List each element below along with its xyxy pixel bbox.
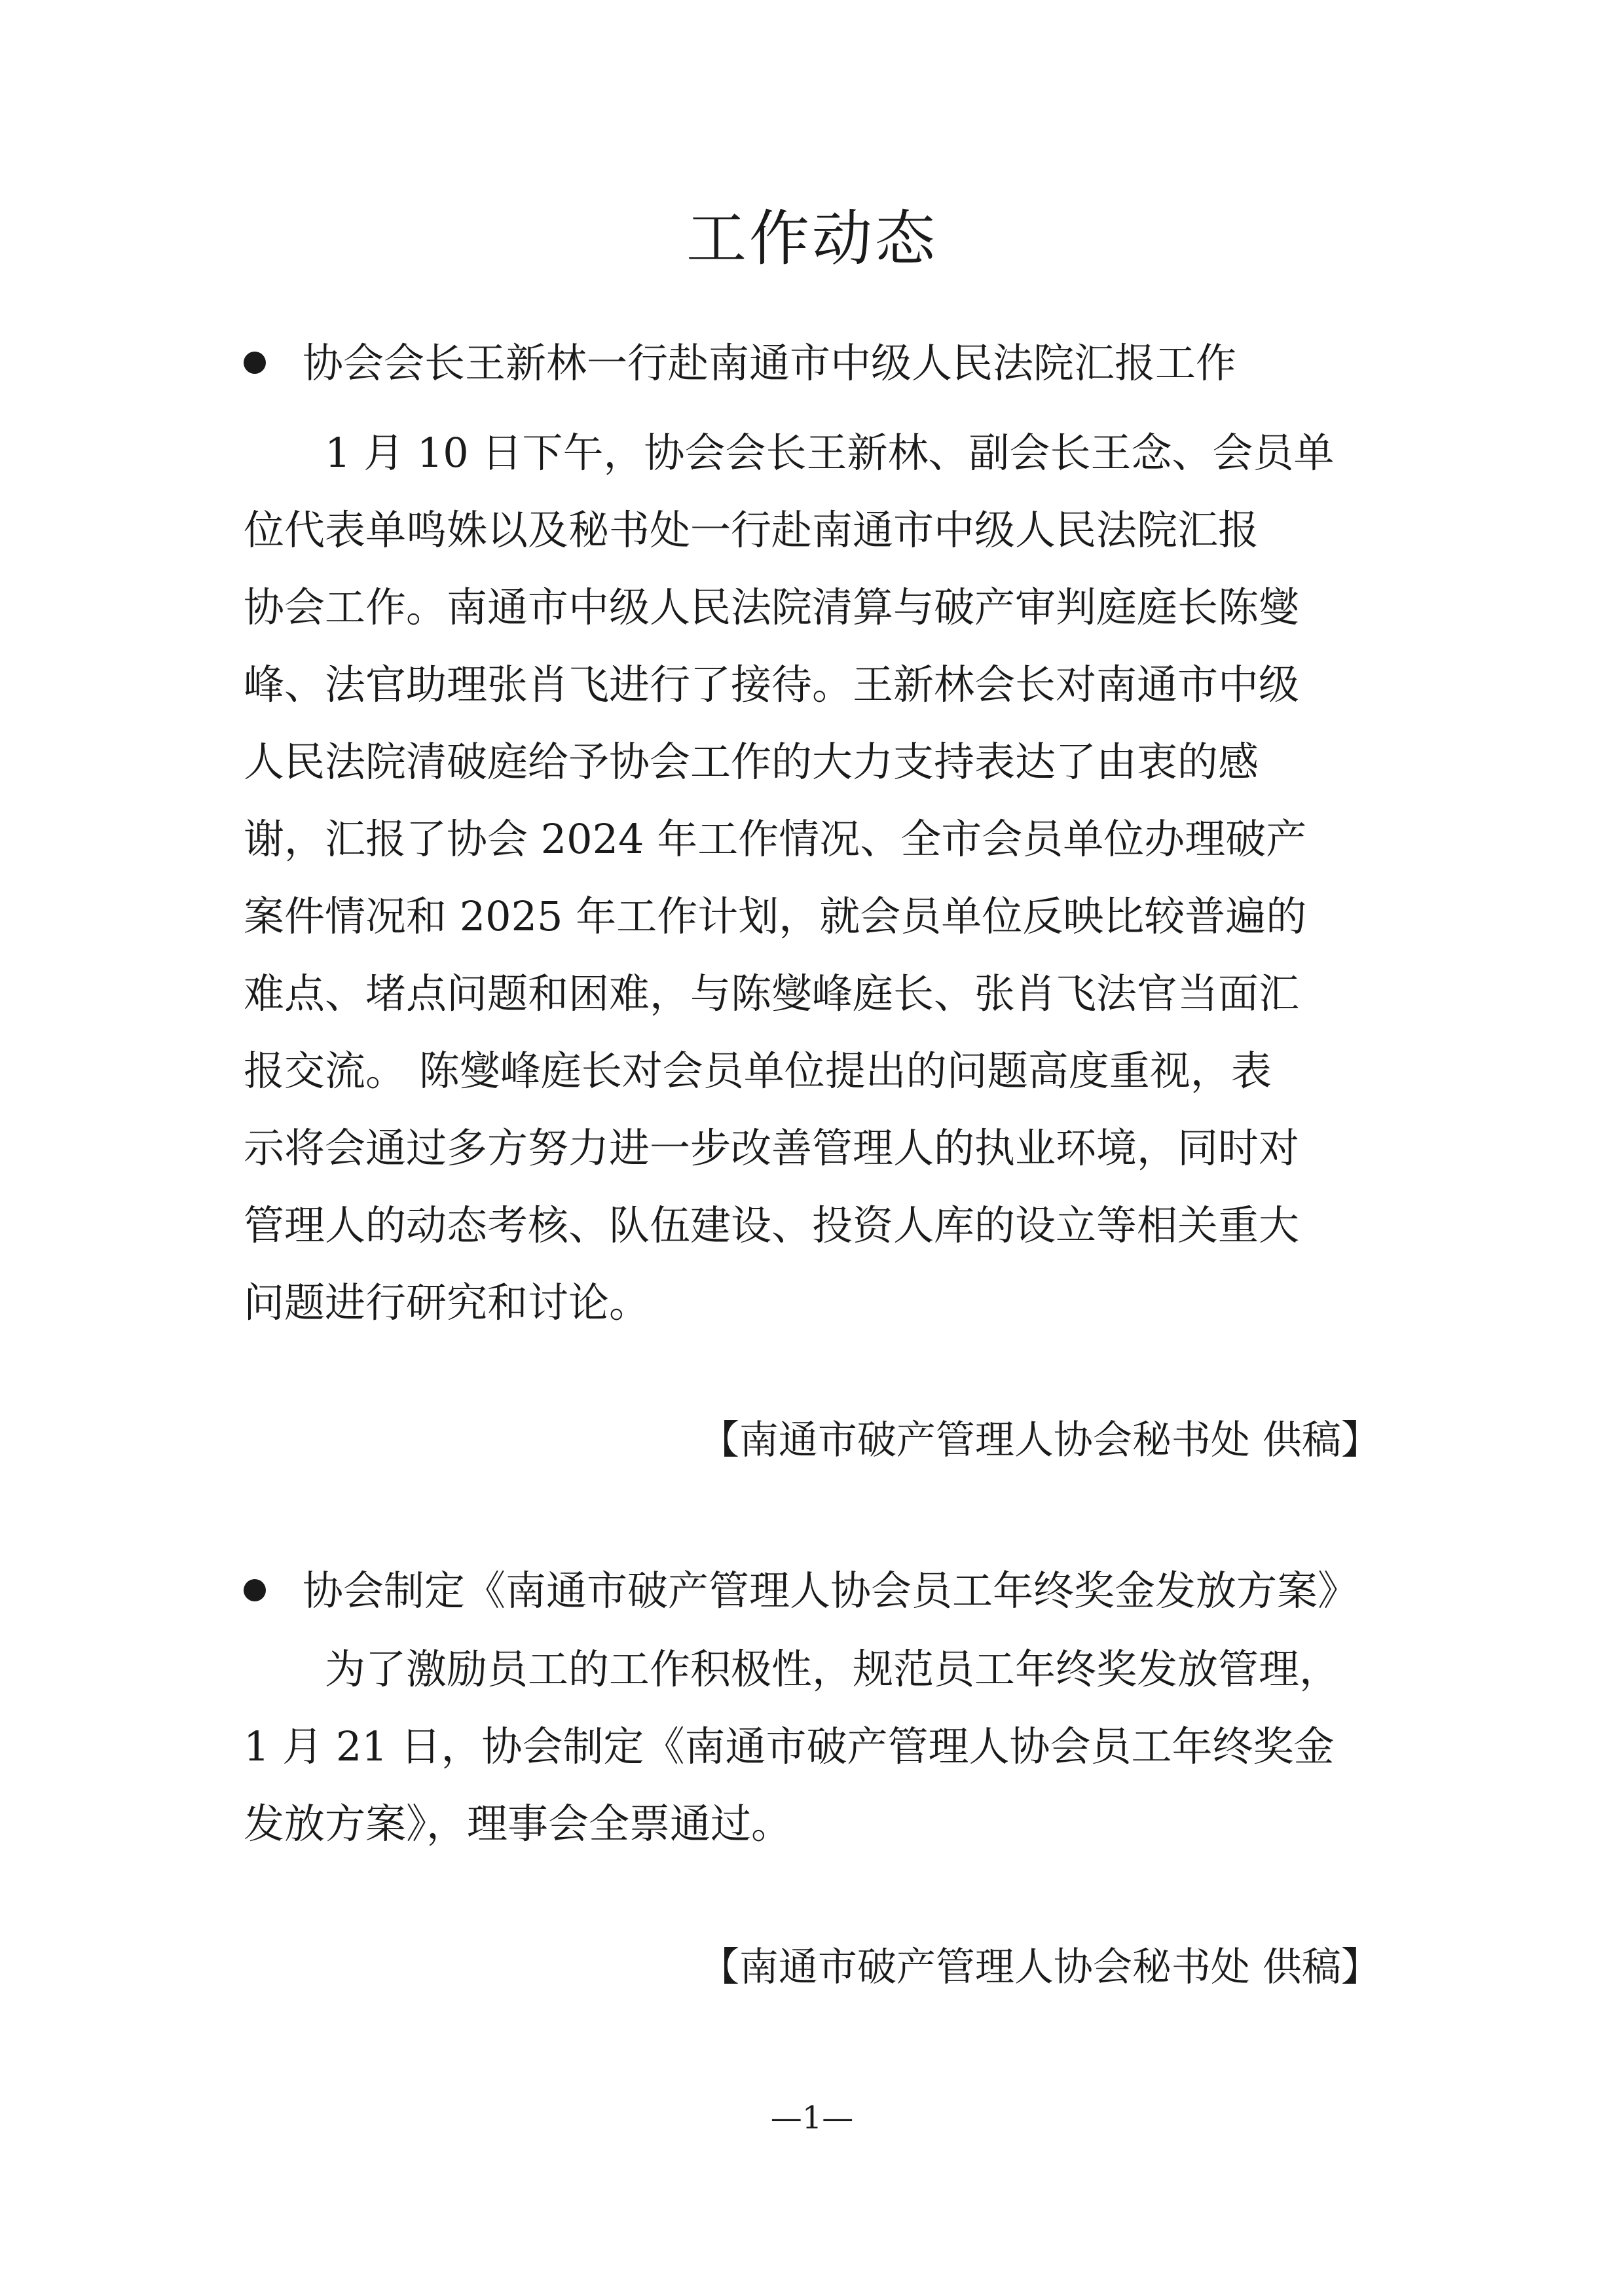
section-2-credit: 【南通市破产管理人协会秘书处 供稿】 — [699, 1944, 1380, 1990]
page-title: 工作动态 — [686, 204, 938, 274]
section-1-line-6: 谢，汇报了协会 2024 年工作情况、全市会员单位办理破产 — [244, 815, 1307, 863]
section-1-line-12: 问题进行研究和讨论。 — [244, 1279, 650, 1326]
section-2-heading — [244, 1555, 1396, 1627]
section-1-credit: 【南通市破产管理人协会秘书处 供稿】 — [699, 1417, 1380, 1463]
bullet-icon — [244, 1579, 266, 1601]
section-1-line-11: 管理人的动态考核、队伍建设、投资人库的设立等相关重大 — [244, 1201, 1300, 1249]
section-1-line-10: 示将会通过多方努力进一步改善管理人的执业环境，同时对 — [244, 1124, 1300, 1172]
section-2-line-3: 发放方案》，理事会全票通过。 — [244, 1800, 792, 1848]
section-2-line-2: 1 月 21 日，协会制定《南通市破产管理人协会员工年终奖金 — [244, 1722, 1335, 1770]
section-1-line-2: 位代表单鸣姝以及秘书处一行赴南通市中级人民法院汇报 — [244, 506, 1259, 554]
section-1-line-5: 人民法院清破庭给予协会工作的大力支持表达了由衷的感 — [244, 738, 1259, 786]
section-1-line-4: 峰、法官助理张肖飞进行了接待。王新林会长对南通市中级 — [244, 661, 1300, 708]
page-number: —1— — [770, 2100, 854, 2136]
section-1-line-8: 难点、堵点问题和困难，与陈燮峰庭长、张肖飞法官当面汇 — [244, 970, 1300, 1017]
section-2-heading-text: 协会制定《南通市破产管理人协会员工年终奖金发放方案》 — [303, 1567, 1359, 1614]
section-1-heading-text: 协会会长王新林一行赴南通市中级人民法院汇报工作 — [303, 339, 1237, 387]
section-1-line-9: 报交流。 陈燮峰庭长对会员单位提出的问题高度重视，表 — [244, 1047, 1272, 1095]
section-1-heading — [244, 327, 1396, 399]
section-2-line-1: 为了激励员工的工作积极性，规范员工年终奖发放管理， — [325, 1645, 1340, 1693]
section-1-line-1: 1 月 10 日下午，协会会长王新林、副会长王念、会员单 — [325, 429, 1335, 477]
section-1-line-7: 案件情况和 2025 年工作计划，就会员单位反映比较普遍的 — [244, 892, 1307, 940]
section-1-line-3: 协会工作。南通市中级人民法院清算与破产审判庭庭长陈燮 — [244, 583, 1300, 631]
bullet-icon — [244, 352, 266, 374]
